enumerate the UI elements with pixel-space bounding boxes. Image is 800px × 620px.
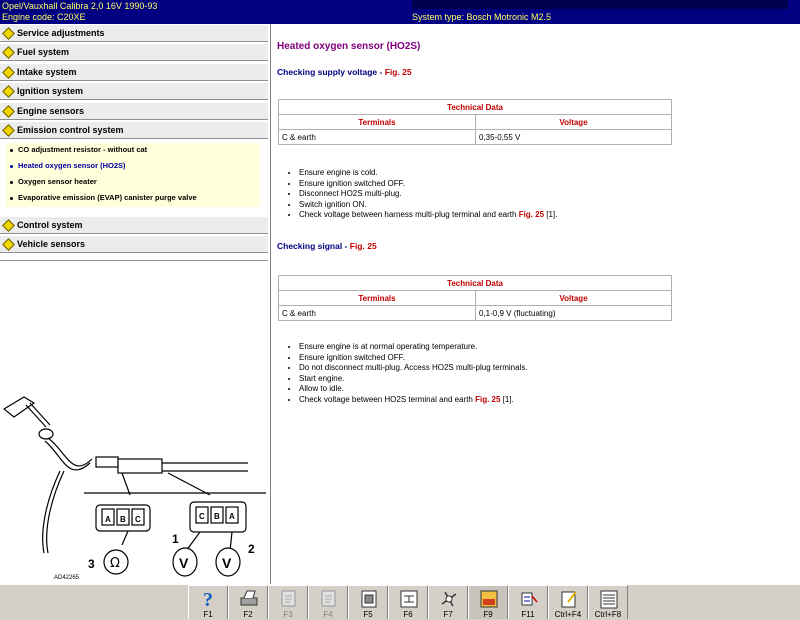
diamond-icon [2, 238, 15, 251]
connector-pin-label: A [105, 515, 111, 524]
figure-link[interactable]: Fig. 25 [349, 241, 377, 251]
table-cell: 0,1-0,9 V (fluctuating) [476, 306, 672, 321]
sidebar-item-engine-sensors[interactable] [0, 102, 268, 120]
title-bar [0, 0, 800, 24]
table-cell: C & earth [279, 130, 476, 145]
wiring-icon [399, 588, 419, 610]
subitem-co-adjustment[interactable]: CO adjustment resistor - without cat [10, 145, 147, 154]
volt-symbol: V [222, 555, 232, 571]
component-icon [359, 588, 379, 610]
emission-submenu [6, 143, 260, 207]
figure-link[interactable]: Fig. 25 [384, 67, 412, 77]
sidebar-item-label: Fuel system [17, 47, 70, 57]
diamond-icon [2, 27, 15, 40]
sidebar-item-intake-system[interactable] [0, 63, 268, 81]
steps-supply [287, 168, 557, 221]
figure-number: 5 [1, 385, 6, 394]
ctrl-f4-button[interactable]: Ctrl+F4 [548, 585, 588, 619]
callout-1: 1 [172, 532, 179, 546]
fault-code-icon [479, 588, 499, 610]
note-icon [559, 588, 579, 610]
subitem-oxygen-heater[interactable]: Oxygen sensor heater [10, 177, 97, 186]
f3-button[interactable]: F3 [268, 585, 308, 619]
sidebar-item-label: Intake system [17, 67, 77, 77]
callout-3: 3 [88, 557, 95, 571]
table-caption: Technical Data [279, 100, 672, 115]
ctrl-f8-button[interactable]: Ctrl+F8 [588, 585, 628, 619]
sidebar-item-ignition-system[interactable] [0, 82, 268, 100]
f11-button[interactable]: F11 [508, 585, 548, 619]
sidebar-item-fuel-system[interactable] [0, 43, 268, 61]
vehicle-label: Opel/Vauxhall Calibra 2,0 16V 1990-93 [2, 1, 158, 11]
table-header: Voltage [476, 115, 672, 130]
volt-symbol: V [179, 555, 189, 571]
wiring-diagram [0, 383, 266, 583]
diagram-ref-code: AD42265 [54, 575, 80, 581]
bullet-icon [10, 197, 13, 200]
table-header: Terminals [279, 291, 476, 306]
sidebar-item-label: Service adjustments [17, 28, 105, 38]
figure-link[interactable]: Fig. 25 [475, 394, 501, 404]
sidebar-item-label: Emission control system [17, 125, 124, 135]
engine-code-label: Engine code: C20XE [2, 12, 86, 22]
tech-data-table-signal [278, 275, 672, 321]
list-item: • Disconnect HO2S multi-plug. [299, 189, 557, 200]
f9-button[interactable]: F9 [468, 585, 508, 619]
svg-text:?: ? [203, 589, 213, 610]
page-title: Heated oxygen sensor (HO2S) [277, 41, 421, 52]
list-item: • Allow to idle. [299, 384, 528, 395]
sidebar-item-vehicle-sensors[interactable] [0, 235, 268, 253]
bullet-icon [10, 165, 13, 168]
ohm-symbol: Ω [110, 556, 120, 571]
document-icon [319, 588, 339, 610]
list-icon [599, 588, 619, 610]
list-item: • Switch ignition ON. [299, 200, 557, 211]
location-icon [439, 588, 459, 610]
content-pane [271, 24, 800, 584]
connector-pin-label: C [199, 512, 205, 521]
ecu-icon [519, 588, 539, 610]
subitem-ho2s[interactable]: Heated oxygen sensor (HO2S) [10, 161, 126, 170]
list-item: • Ensure engine is cold. [299, 168, 557, 179]
f6-button[interactable]: F6 [388, 585, 428, 619]
section-heading-signal: Checking signal - Fig. 25 [277, 241, 377, 251]
subitem-evap-valve[interactable]: Evaporative emission (EVAP) canister purge valve [10, 193, 197, 202]
diamond-icon [2, 219, 15, 232]
bullet-icon [10, 149, 13, 152]
header-strip [412, 0, 788, 9]
table-header: Voltage [476, 291, 672, 306]
list-item: • Start engine. [299, 374, 528, 385]
table-cell: 0,35-0,55 V [476, 130, 672, 145]
document-icon [279, 588, 299, 610]
sidebar-item-control-system[interactable] [0, 216, 268, 234]
diamond-icon [2, 66, 15, 79]
connector-pin-label: A [229, 512, 235, 521]
f5-button[interactable]: F5 [348, 585, 388, 619]
connector-pin-label: B [214, 512, 220, 521]
steps-signal [287, 342, 528, 405]
callout-2: 2 [248, 542, 255, 556]
figure-link[interactable]: Fig. 25 [518, 210, 545, 219]
sidebar-item-emission-control[interactable] [0, 121, 268, 139]
bullet-icon [10, 181, 13, 184]
tech-data-table-supply [278, 99, 672, 145]
f1-help-button[interactable]: ? F1 [188, 585, 228, 619]
list-item: • Ensure ignition switched OFF. [299, 353, 528, 364]
list-item: • Do not disconnect multi-plug. Access HO2S multi-plug terminals. [299, 363, 528, 374]
system-type-label: System type: Bosch Motronic M2.5 [412, 12, 552, 22]
table-cell: C & earth [279, 306, 476, 321]
f2-print-button[interactable]: F2 [228, 585, 268, 619]
list-item: • Ensure engine is at normal operating temperature. [299, 342, 528, 353]
print-icon [239, 588, 259, 610]
f7-button[interactable]: F7 [428, 585, 468, 619]
list-item: • Check voltage between HO2S terminal and earth Fig. 25 [1]. [299, 395, 528, 406]
connector-pin-label: B [120, 515, 126, 524]
diamond-icon [2, 124, 15, 137]
connector-pin-label: C [135, 515, 141, 524]
sidebar-item-label: Vehicle sensors [17, 239, 86, 249]
diamond-icon [2, 105, 15, 118]
list-item: • Ensure ignition switched OFF. [299, 179, 557, 190]
sidebar-item-service-adjustments[interactable] [0, 24, 268, 42]
table-header: Terminals [279, 115, 476, 130]
divider [0, 260, 268, 261]
table-caption: Technical Data [279, 276, 672, 291]
list-item: • Check voltage between harness multi-plug terminal and earth Fig. 25 [1]. [299, 210, 557, 221]
sidebar-item-label: Ignition system [17, 86, 84, 96]
diamond-icon [2, 85, 15, 98]
section-heading-supply: Checking supply voltage - Fig. 25 [277, 67, 412, 77]
sidebar-item-label: Engine sensors [17, 106, 85, 116]
diamond-icon [2, 46, 15, 59]
help-icon [199, 588, 219, 610]
f4-button[interactable]: F4 [308, 585, 348, 619]
sidebar-item-label: Control system [17, 220, 83, 230]
